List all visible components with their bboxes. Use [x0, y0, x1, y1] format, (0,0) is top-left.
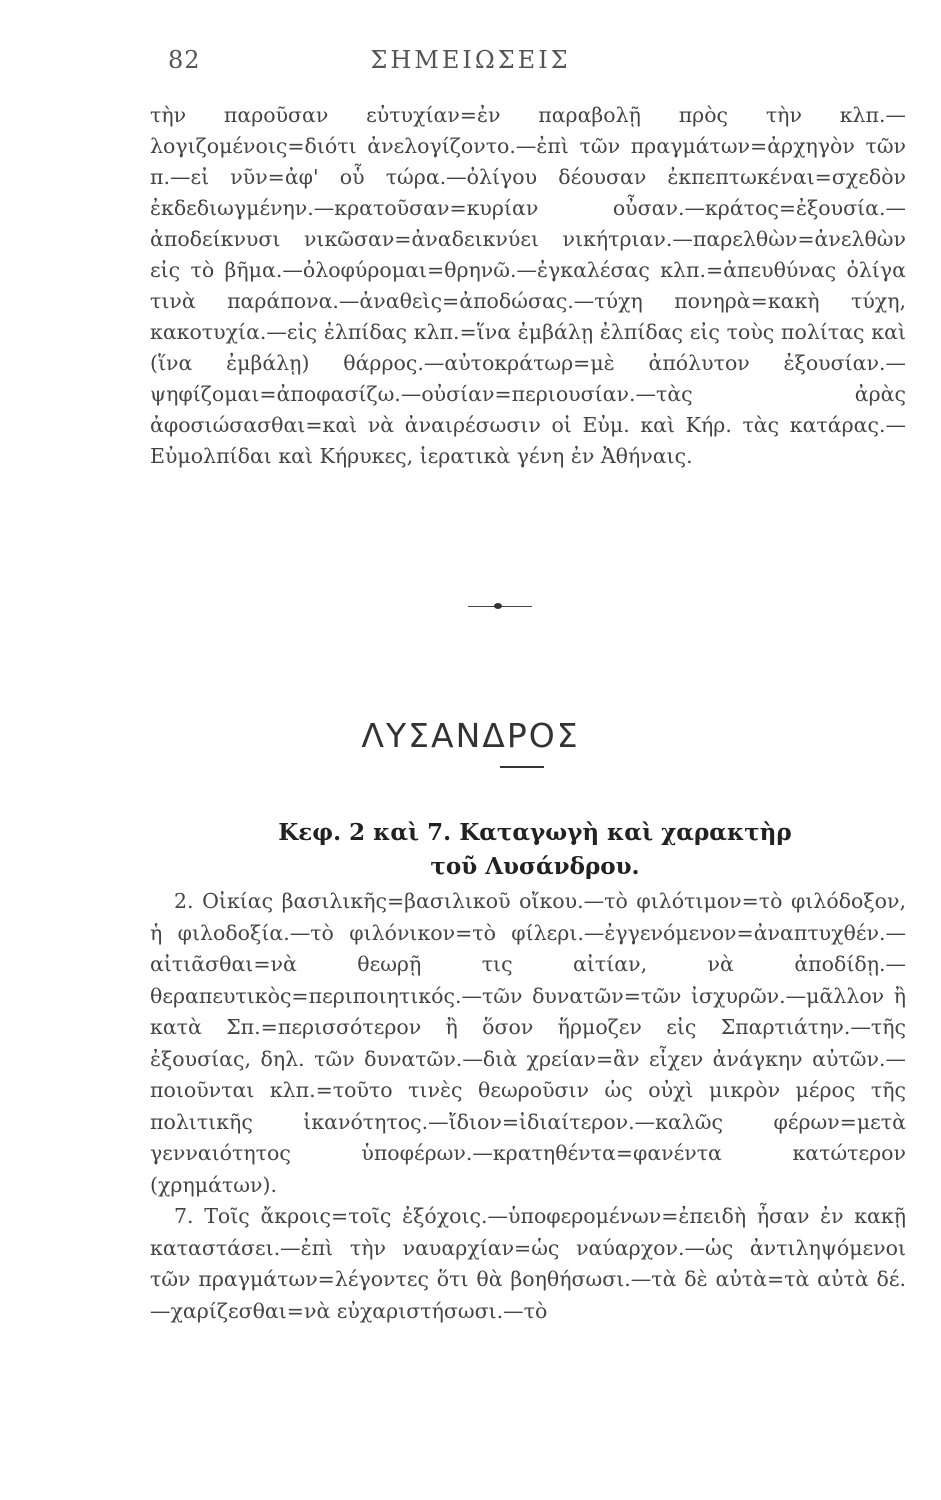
- chapter-heading-line2: τοῦ Λυσάνδρου.: [430, 853, 640, 880]
- page-header: [0, 46, 941, 86]
- section-title: ΛΥΣΑΝΔΡΟΣ: [361, 716, 580, 756]
- ornamental-divider: [468, 606, 532, 607]
- body-text: [150, 886, 906, 1327]
- notes-block: [150, 100, 906, 472]
- divider-ornament: [494, 603, 502, 609]
- chapter-heading-line1: Κεφ. 2 καὶ 7. Καταγωγὴ καὶ χαρακτὴρ: [278, 819, 792, 846]
- notes-paragraph: τὴν παροῦσαν εὐτυχίαν=ἐν παραβολῇ πρὸς τὴν κλπ.—λογιζομένοις=διότι ἀνελογίζοντο.—ἐπὶ τῶν πραγμάτων=ἀρχηγὸν τῶν π.—εἰ νῦν=ἀφ' οὗ τώρα.—ὀλίγου δέουσαν ἐκπεπτωκέναι=σχεδὸν ἐκδεδιωγμένην.—κρατοῦσαν=κυρίαν οὖσαν.—κράτος=ἐξουσία.—ἀποδείκνυσι νικῶσαν=ἀναδεικνύει νικήτριαν.—παρελθὼν=ἀνελθὼν εἰς τὸ βῆμα.—ὀλοφύρομαι=θρηνῶ.—ἐγκαλέσας κλπ.=ἀπευθύνας ὀλίγα τινὰ παράπονα.—ἀναθεὶς=ἀποδώσας.—τύχη πονηρὰ=κακὴ τύχη, κακοτυχία.—εἰς ἐλπίδας κλπ.=ἵνα ἐμβάλῃ ἐλπίδας εἰς τοὺς πολίτας καὶ (ἵνα ἐμβάλῃ) θάρρος.—αὐτοκράτωρ=μὲ ἀπόλυτον ἐξουσίαν.—ψηφίζομαι=ἀποφασίζω.—οὐσίαν=περιουσίαν.—τὰς ἀρὰς ἀφοσιώσασθαι=καὶ νὰ ἀναιρέσωσιν οἱ Εὐμ. καὶ Κήρ. τὰς κατάρας.—Εὐμολπίδαι καὶ Κήρυκες, ἱερατικὰ γένη ἐν Ἀθήναις.: [150, 103, 906, 468]
- chapter-heading: [160, 816, 910, 884]
- paragraph-7: 7. Τοῖς ἄκροις=τοῖς ἐξόχοις.—ὑποφερομένων=ἐπειδὴ ἦσαν ἐν κακῇ καταστάσει.—ἐπὶ τὴν ναυαρχίαν=ὡς ναύαρχον.—ὡς ἀντιληψόμενοι τῶν πραγμάτων=λέγοντες ὅτι θὰ βοηθήσωσι.—τὰ δὲ αὐτὰ=τὰ αὐτὰ δέ.—χαρίζεσθαι=νὰ εὐχαριστήσωσι.—τὸ: [150, 1204, 906, 1323]
- page-number: 82: [168, 46, 201, 74]
- paragraph-2: 2. Οἰκίας βασιλικῆς=βασιλικοῦ οἴκου.—τὸ φιλότιμον=τὸ φιλόδοξον, ἡ φιλοδοξία.—τὸ φιλόνικον=τὸ φίλερι.—ἐγγενόμενον=ἀναπτυχθέν.—αἰτιᾶσθαι=νὰ θεωρῇ τις αἰτίαν, νὰ ἀποδίδῃ.—θεραπευτικὸς=περιποιητικός.—τῶν δυνατῶν=τῶν ἰσχυρῶν.—μᾶλλον ἢ κατὰ Σπ.=περισσότερον ἢ ὅσον ἥρμοζεν εἰς Σπαρτιάτην.—τῆς ἐξουσίας, δηλ. τῶν δυνατῶν.—διὰ χρείαν=ἂν εἶχεν ἀνάγκην αὐτῶν.—ποιοῦνται κλπ.=τοῦτο τινὲς θεωροῦσιν ὡς οὐχὶ μικρὸν μέρος τῆς πολιτικῆς ἱκανότητος.—ἴδιον=ἰδιαίτερον.—καλῶς φέρων=μετὰ γενναιότητος ὑποφέρων.—κρατηθέντα=φανέντα κατώτερον (χρημάτων).: [150, 889, 906, 1197]
- running-head: ΣΗΜΕΙΩΣΕΙΣ: [370, 46, 571, 74]
- title-underline: [500, 766, 544, 768]
